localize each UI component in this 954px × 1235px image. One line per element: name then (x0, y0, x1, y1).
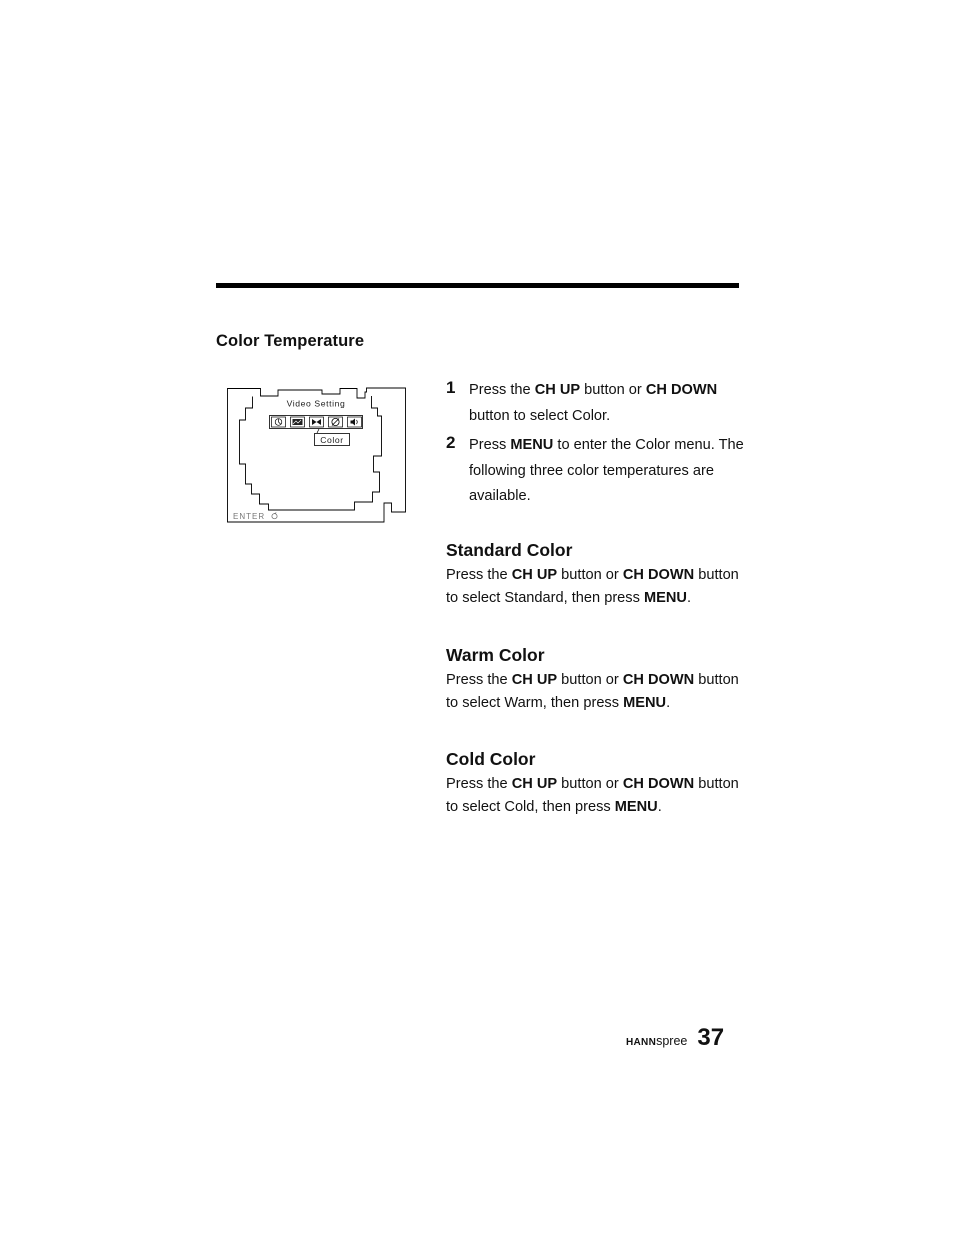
cold-color-section (446, 748, 746, 819)
step-2 (446, 433, 746, 510)
subsection-body: Press the CH UP button or CH DOWN button to select Standard, then press MENU. (446, 567, 739, 606)
step-1 (446, 378, 746, 429)
subsection-body: Press the CH UP button or CH DOWN button to select Cold, then press MENU. (446, 776, 739, 815)
step-text: Press MENU to enter the Color menu. The following three color temperatures are available. (469, 437, 744, 504)
standard-color-section (446, 539, 746, 610)
subsection-title: Standard Color (446, 540, 573, 560)
step-number: 1 (446, 378, 456, 397)
subsection-body: Press the CH UP button or CH DOWN button to select Warm, then press MENU. (446, 672, 739, 711)
step-number: 2 (446, 433, 456, 452)
audio-icon (348, 417, 362, 427)
video-setting-icon (291, 417, 305, 427)
film-icon (310, 417, 324, 427)
steps-list (446, 378, 746, 514)
enter-icon (272, 513, 277, 519)
warm-color-section (446, 644, 746, 715)
osd-icon-bar (270, 416, 363, 429)
selected-item-label: Color (320, 435, 344, 445)
page-number: 37 (697, 1024, 725, 1051)
subsection-title: Warm Color (446, 645, 545, 665)
selection-pointer (317, 429, 319, 433)
satellite-icon (329, 417, 343, 427)
screen-outline (240, 396, 382, 510)
brand-logo: HANNspree (626, 1034, 688, 1048)
section-title: Color Temperature (216, 332, 365, 350)
menu-title: Video Setting (286, 398, 346, 409)
header-rule (216, 283, 739, 288)
enter-label: ENTER (233, 512, 266, 521)
subsection-title: Cold Color (446, 749, 536, 769)
osd-menu-diagram (226, 386, 408, 524)
step-text: Press the CH UP button or CH DOWN button to select Color. (469, 382, 718, 424)
page-footer (626, 1024, 724, 1052)
picture-mode-icon (272, 417, 286, 427)
